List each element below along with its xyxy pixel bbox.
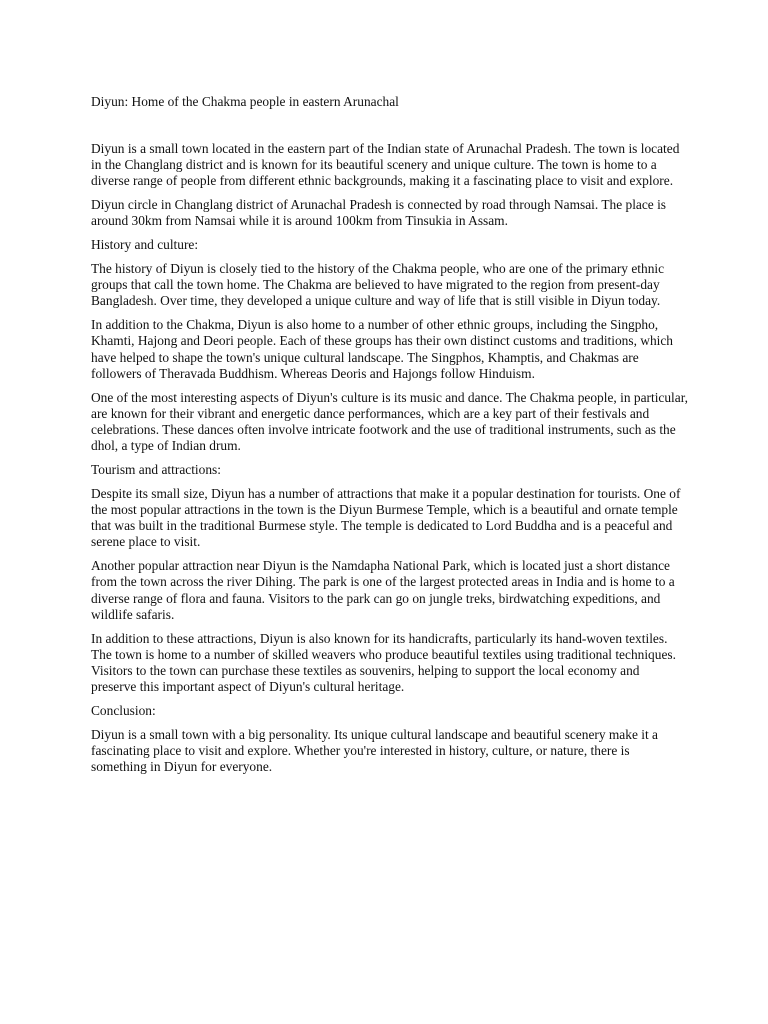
paragraph-namdapha: Another popular attraction near Diyun is the Namdapha National Park, which is located just a short distance from the town across the river Dihing. The park is one of the largest protected areas in India and is home to a diverse range of flora and fauna. Visitors to the park can go on jungle treks, birdwatching expeditions, and wildlife safaris. — [91, 558, 675, 622]
paragraph-burmese-temple: Despite its small size, Diyun has a number of attractions that make it a popular destination for tourists. One of the most popular attractions in the town is the Diyun Burmese Temple, which is a beautiful and ornate temple that was built in the traditional Burmese style. The temple is dedicated to Lord Buddha and is a peaceful and serene place to visit. — [91, 485, 681, 550]
section-heading-tourism: Tourism and attractions: — [91, 462, 221, 478]
paragraph-music-dance: One of the most interesting aspects of Diyun's culture is its music and dance. The Chakma people, in particular, are known for their vibrant and energetic dance performances, which are a key part of their festivals and celebrations. These dances often involve intricate footwork and the use of traditional instruments, such as the dhol, a type of Indian drum. — [91, 389, 688, 454]
paragraph-connectivity: Diyun circle in Changlang district of Arunachal Pradesh is connected by road through Namsai. The place is around 30km from Namsai while it is around 100km from Tinsukia in Assam. — [91, 197, 667, 229]
paragraph-handicrafts: In addition to these attractions, Diyun is also known for its handicrafts, particularly its hand-woven textiles. The town is home to a number of skilled weavers who produce beautiful textiles using traditional techniques. Visitors to the town can purchase these textiles as souvenirs, helping to support the local economy and preserve this important aspect of Diyun's cultural heritage. — [91, 630, 676, 695]
paragraph-history: The history of Diyun is closely tied to the history of the Chakma people, who are one of the primary ethnic groups that call the town home. The Chakma are believed to have migrated to the region from present-day Bangladesh. Over time, they developed a unique culture and way of life that is still visible in Diyun today. — [91, 261, 665, 309]
section-heading-conclusion: Conclusion: — [91, 703, 156, 719]
paragraph-conclusion: Diyun is a small town with a big personality. Its unique cultural landscape and beautiful scenery make it a fascinating place to visit and explore. Whether you're interested in history, culture, or nature, there is something in Diyun for everyone. — [91, 726, 658, 775]
paragraph-intro: Diyun is a small town located in the eastern part of the Indian state of Arunachal Pradesh. The town is located in the Changlang district and is known for its beautiful scenery and unique culture. The town is home to a diverse range of people from different ethnic backgrounds, making it a fascinating place to visit and explore. — [91, 141, 680, 189]
document-body — [91, 141, 688, 783]
paragraph-ethnic-groups: In addition to the Chakma, Diyun is also home to a number of other ethnic groups, including the Singpho, Khamti, Hajong and Deori people. Each of these groups has their own distinct customs and traditions, which have helped to shape the town's unique cultural landscape. The Singphos, Khamptis, and Chakmas are followers of Theravada Buddhism. Whereas Deoris and Hajongs follow Hinduism. — [91, 317, 673, 381]
section-heading-history: History and culture: — [91, 237, 199, 253]
document-title: Diyun: Home of the Chakma people in eastern Arunachal — [91, 94, 399, 109]
